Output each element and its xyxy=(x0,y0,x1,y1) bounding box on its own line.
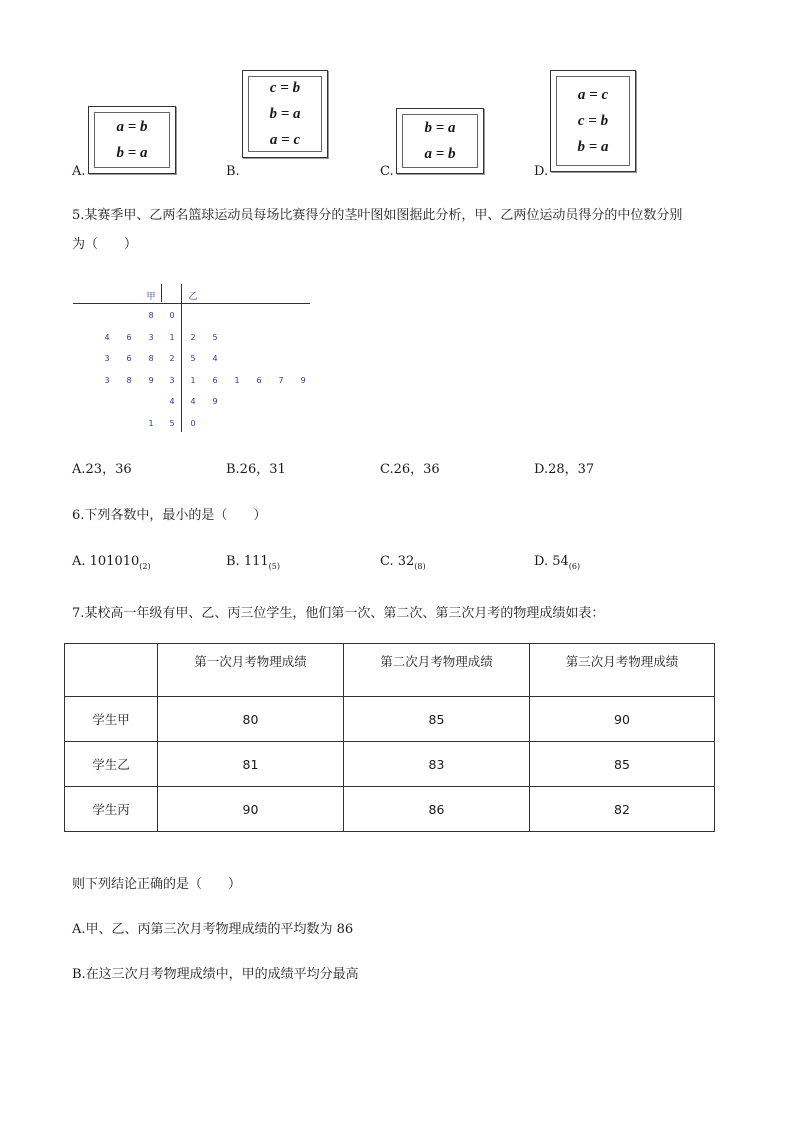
option-b-line-2: b = a xyxy=(269,106,301,122)
right-leaf-digit: 1 xyxy=(190,375,196,385)
stem-digit: 5 xyxy=(169,418,175,428)
option-c-line-2: a = b xyxy=(424,146,456,162)
left-leaf-digit: 4 xyxy=(104,332,110,342)
table-cell: 82 xyxy=(530,787,715,832)
table-header-row xyxy=(65,644,715,697)
left-leaf-digit: 3 xyxy=(104,375,110,385)
q6-option-c: C. $32_{(8)}$ xyxy=(380,554,426,571)
stem-digit: 0 xyxy=(169,311,175,320)
option-c-label: C. xyxy=(380,164,394,179)
table-cell: 85 xyxy=(530,742,715,787)
option-a-flowchart xyxy=(88,106,176,174)
option-d-line-3: b = a xyxy=(577,139,609,155)
left-leaf-digit: 8 xyxy=(148,354,154,363)
table-cell: 学生乙 xyxy=(65,742,158,787)
table-row xyxy=(65,787,715,832)
left-leaf-digit: 9 xyxy=(148,375,154,385)
scores-table xyxy=(64,643,715,832)
right-leaf-digit: 4 xyxy=(190,397,196,406)
option-a-line-1: a = b xyxy=(116,119,148,135)
q5-text-line-2: 为（ ） xyxy=(72,237,138,252)
q6-option-d: D. $54_{(6)}$ xyxy=(534,554,581,571)
option-b-line-3: a = c xyxy=(269,132,301,148)
right-leaf-digit: 6 xyxy=(212,375,218,385)
q6-option-b: B. $111_{(5)}$ xyxy=(226,554,280,571)
option-c-line-1: b = a xyxy=(424,120,456,136)
q7-option-b: B.在这三次月考物理成绩中，甲的成绩平均分最高 xyxy=(72,967,359,982)
left-leaf-digit: 1 xyxy=(148,418,154,428)
table-cell: 90 xyxy=(530,697,715,742)
table-row xyxy=(65,697,715,742)
plot-header-line xyxy=(73,303,310,304)
stem-digit: 3 xyxy=(169,375,175,385)
q5-option-b: B.26，31 xyxy=(226,462,286,477)
right-leaf-digit: 6 xyxy=(256,375,262,385)
left-leaf-digit: 6 xyxy=(126,354,132,363)
q5-text-line-1: 5.某赛季甲、乙两名篮球运动员每场比赛得分的茎叶图如图据此分析，甲、乙两位运动员得分的中位数分别 xyxy=(72,208,683,223)
table-header-cell: 第三次月考物理成绩 xyxy=(530,644,715,697)
right-leaf-digit: 2 xyxy=(190,332,196,342)
right-leaf-digit: 7 xyxy=(278,375,284,385)
q5-option-a: A.23，36 xyxy=(72,462,132,477)
left-leaf-digit: 8 xyxy=(148,311,154,320)
left-leaf-digit: 8 xyxy=(126,375,132,385)
stem-digit: 1 xyxy=(169,332,175,342)
left-leaf-digit: 3 xyxy=(104,354,110,363)
table-row xyxy=(65,742,715,787)
stem-digit: 2 xyxy=(169,354,175,363)
left-leaf-digit: 6 xyxy=(126,332,132,342)
plot-right-header: 乙 xyxy=(188,292,198,302)
option-a-label: A. xyxy=(72,164,86,179)
table-cell: 90 xyxy=(158,787,344,832)
right-leaf-digit: 5 xyxy=(190,354,196,363)
option-b-line-1: c = b xyxy=(269,80,301,96)
table-cell: 83 xyxy=(344,742,530,787)
option-d-label: D. xyxy=(534,164,549,179)
option-d-line-2: c = b xyxy=(577,113,609,129)
q7-text: 7.某校高一年级有甲、乙、丙三位学生，他们第一次、第二次、第三次月考的物理成绩如表： xyxy=(72,606,605,621)
right-leaf-digit: 9 xyxy=(212,397,218,406)
table-header-cell: 第二次月考物理成绩 xyxy=(344,644,530,697)
option-c-flowchart xyxy=(396,108,484,174)
option-d-flowchart xyxy=(550,70,636,172)
plot-header-divider xyxy=(161,284,162,302)
table-header-cell xyxy=(65,644,158,697)
table-cell: 86 xyxy=(344,787,530,832)
table-cell: 学生甲 xyxy=(65,697,158,742)
stem-leaf-plot xyxy=(73,284,313,434)
option-d-line-1: a = c xyxy=(577,87,609,103)
left-leaf-digit: 3 xyxy=(148,332,154,342)
right-leaf-digit: 9 xyxy=(300,375,306,385)
right-leaf-digit: 4 xyxy=(212,354,218,363)
plot-left-header: 甲 xyxy=(146,292,156,302)
right-leaf-digit: 5 xyxy=(212,332,218,342)
table-cell: 85 xyxy=(344,697,530,742)
q7-option-a: A.甲、乙、丙第三次月考物理成绩的平均数为 86 xyxy=(72,922,354,937)
q5-option-d: D.28，37 xyxy=(534,462,595,477)
q6-option-a: A. $101010_{(2)}$ xyxy=(72,554,151,571)
option-b-label: B. xyxy=(226,164,240,179)
right-leaf-digit: 1 xyxy=(234,375,240,385)
table-cell: 81 xyxy=(158,742,344,787)
option-a-line-2: b = a xyxy=(116,145,148,161)
table-cell: 学生丙 xyxy=(65,787,158,832)
right-leaf-digit: 0 xyxy=(190,418,196,428)
q5-option-c: C.26，36 xyxy=(380,462,440,477)
plot-stem-line xyxy=(181,284,182,432)
table-header-cell: 第一次月考物理成绩 xyxy=(158,644,344,697)
table-cell: 80 xyxy=(158,697,344,742)
q7-conclusion: 则下列结论正确的是（ ） xyxy=(72,877,242,892)
q6-text: 6.下列各数中，最小的是（ ） xyxy=(72,508,267,523)
stem-digit: 4 xyxy=(169,397,175,406)
option-b-flowchart xyxy=(242,70,328,158)
